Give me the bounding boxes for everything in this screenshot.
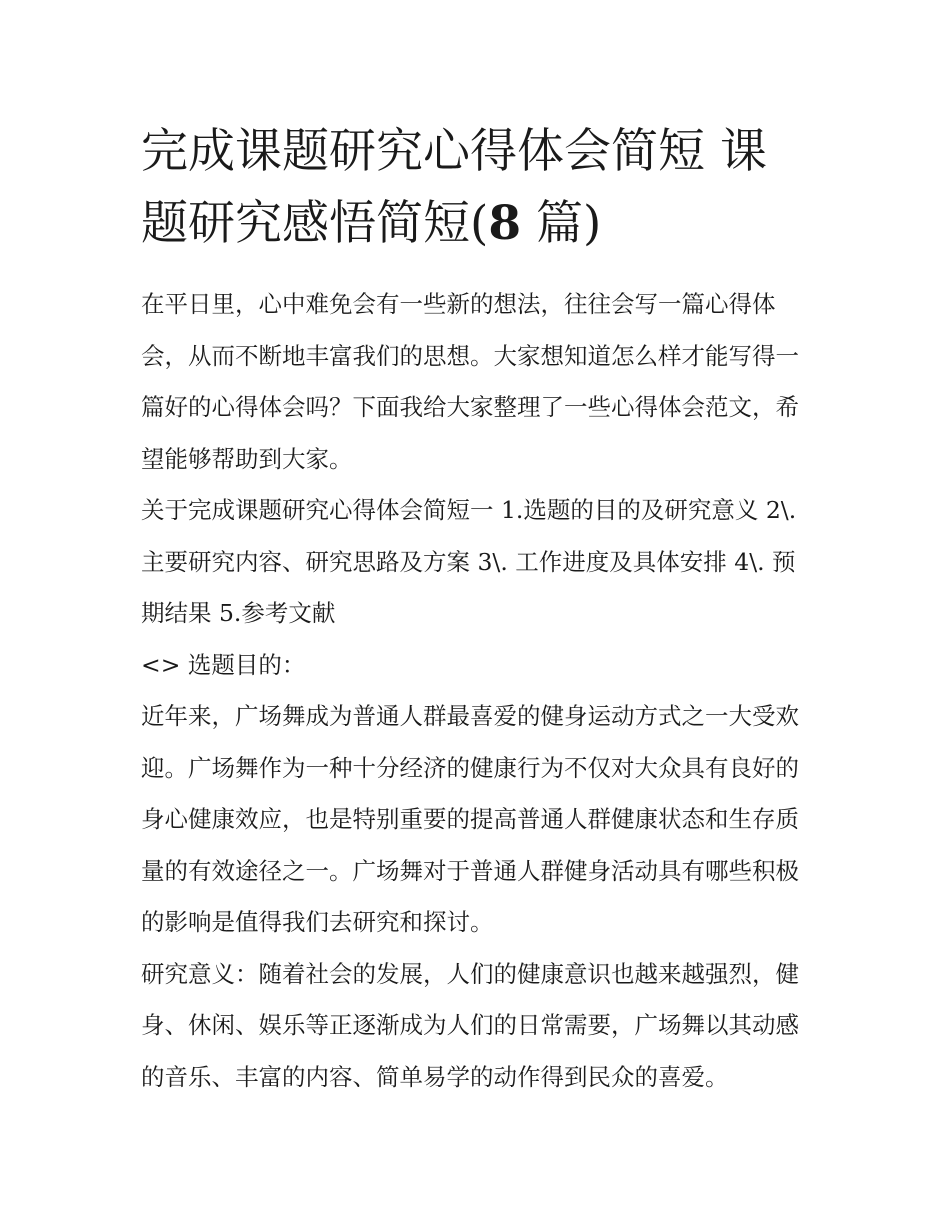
document-title [141,116,813,260]
purpose-paragraph: 近年来，广场舞成为普通人群最喜爱的健身运动方式之一大受欢迎。广场舞作为一种十分经济的健康行为不仅对大众具有良好的身心健康效应，也是特别重要的提高普通人群健康状态和生存质量的有效途径之一。广场舞对于普通人群健身活动具有哪些积极的影响是值得我们去研究和探讨。 [141,702,799,936]
significance-paragraph: 研究意义：随着社会的发展，人们的健康意识也越来越强烈，健身、休闲、娱乐等正逐渐成为人们的日常需要，广场舞以其动感的音乐、丰富的内容、简单易学的动作得到民众的喜爱。 [141,959,799,1091]
document-page [141,116,813,1103]
title-text-end: 篇) [521,196,602,251]
document-body [141,279,813,1103]
intro-paragraph: 在平日里，心中难免会有一些新的想法，往往会写一篇心得体会，从而不断地丰富我们的思想。大家想知道怎么样才能写得一篇好的心得体会吗？下面我给大家整理了一些心得体会范文，希望能够帮助到大家。 [141,290,799,473]
outline-paragraph: 关于完成课题研究心得体会简短一 1.选题的目的及研究意义 2\. 主要研究内容、研究思路及方案 3\. 工作进度及具体安排 4\. 预期结果 5.参考文献 [141,496,797,627]
title-count: 8 [488,196,522,251]
section-heading: <> 选题目的： [141,650,306,679]
title-text: 完成课题研究心得体会简短 课题研究感悟简短( [141,124,767,251]
